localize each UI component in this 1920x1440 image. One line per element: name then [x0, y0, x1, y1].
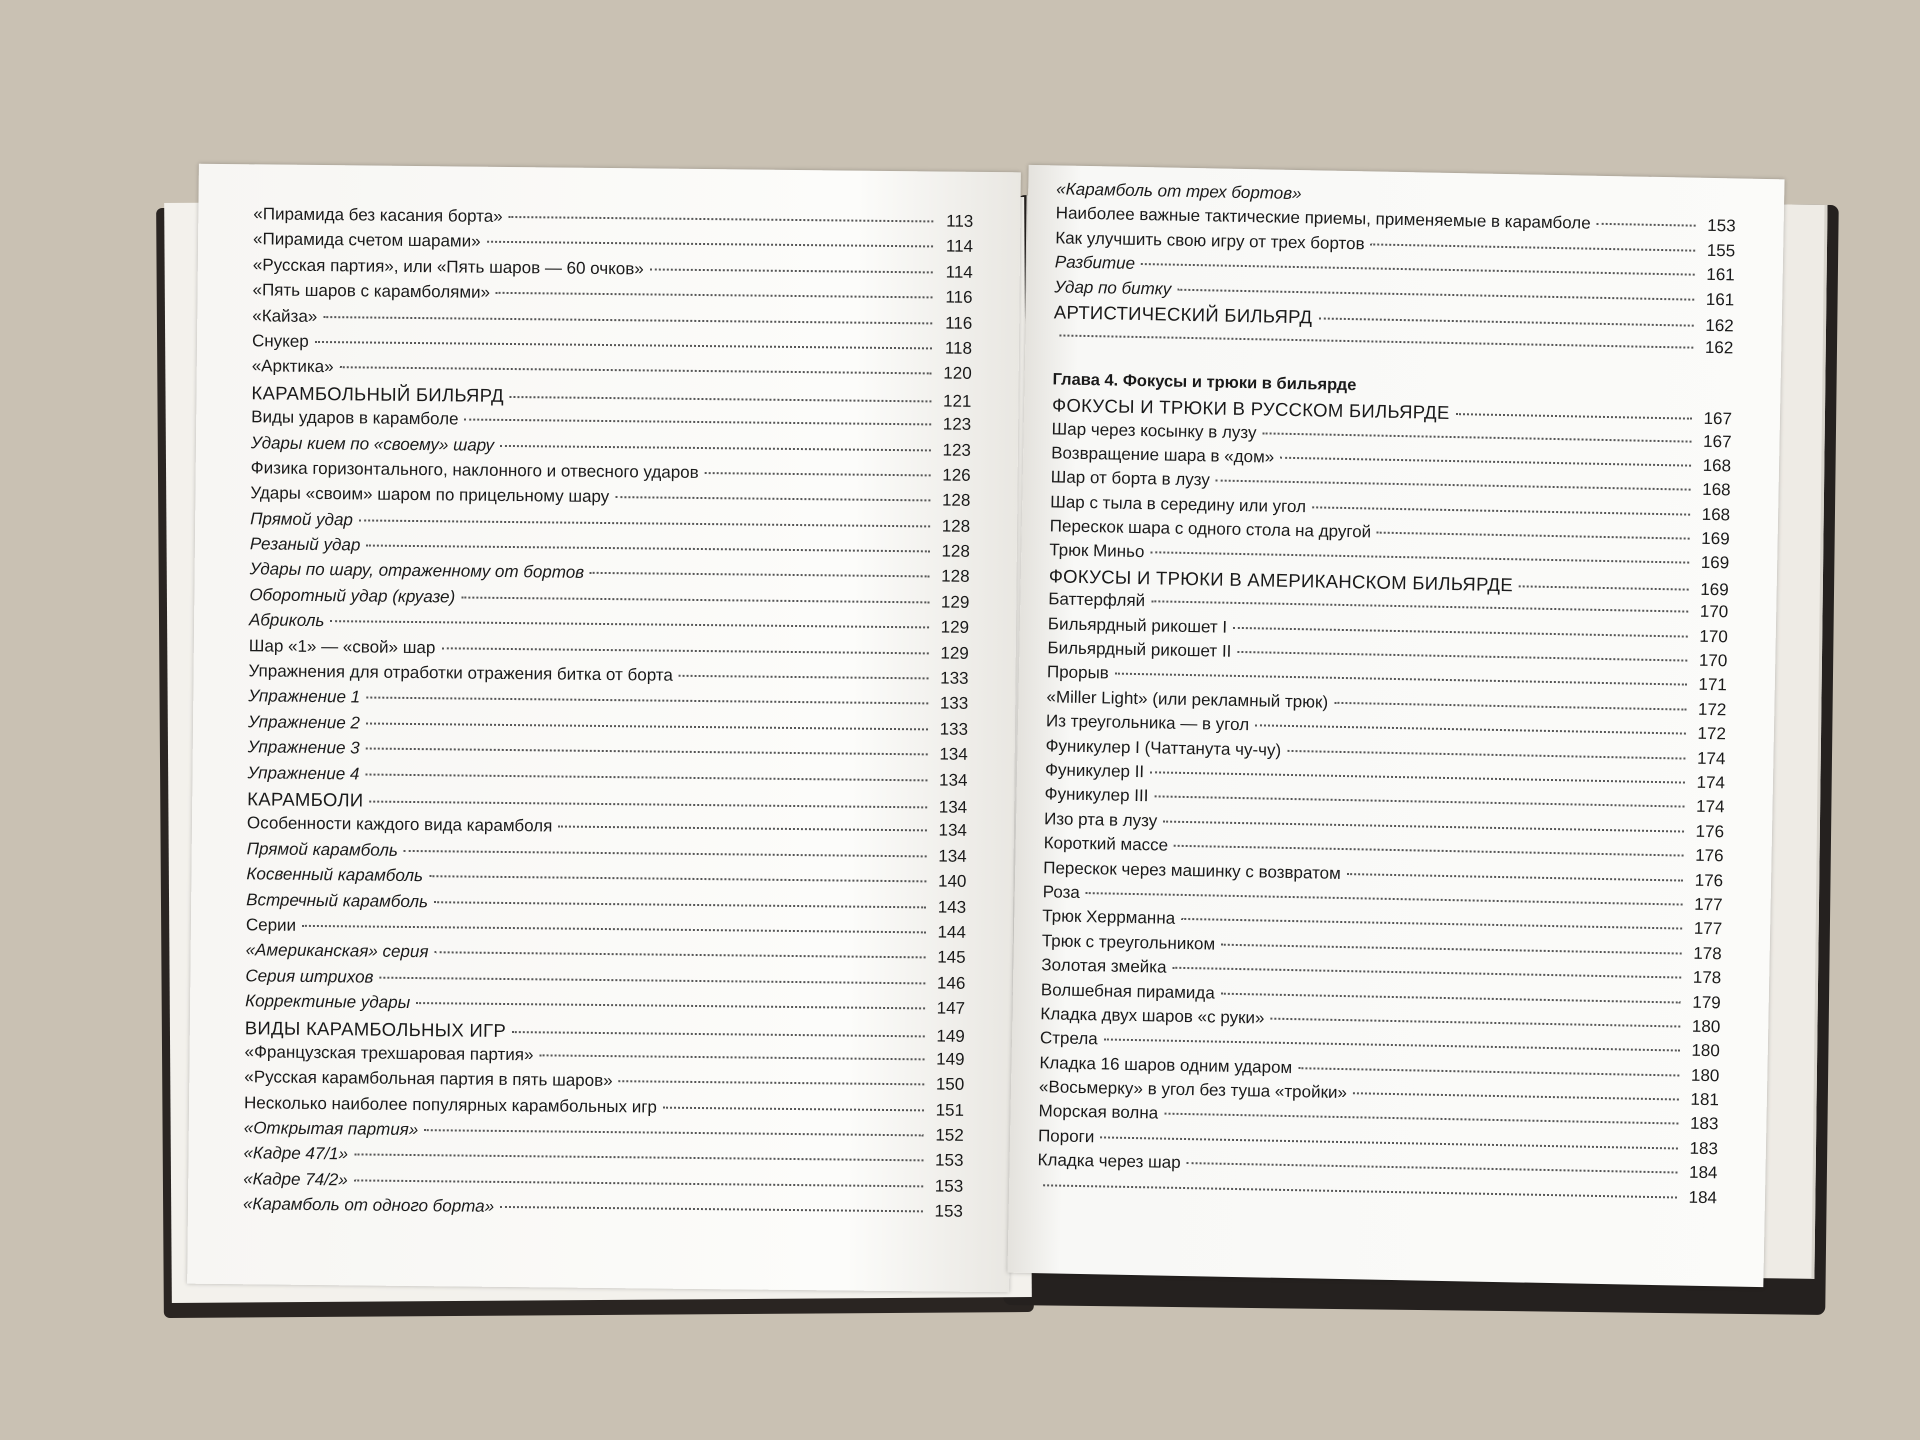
toc-entry-title: «Пирамида счетом шарами» [253, 229, 481, 252]
dot-leader [1100, 1136, 1678, 1149]
dot-leader [1280, 457, 1691, 467]
dot-leader [323, 316, 932, 324]
toc-entry-page-number: 133 [939, 719, 969, 739]
toc-entry-page-number: 151 [935, 1100, 965, 1120]
toc-entry-title: Глава 4. Фокусы и трюки в бильярде [1052, 370, 1357, 394]
toc-entry-page-number: 174 [1696, 748, 1726, 768]
toc-entry-title: Упражнения для отработки отражения битка от борта [248, 661, 673, 685]
toc-entry-page-number: 123 [942, 440, 972, 460]
toc-entry-title: Трюк Херрманна [1042, 906, 1176, 929]
left-page [187, 164, 1021, 1293]
toc-entry-title: Стрела [1039, 1028, 1098, 1049]
dot-leader [366, 748, 928, 756]
toc-entry-title: Трюк Миньо [1049, 540, 1145, 562]
toc-entry-title: Абриколь [249, 610, 325, 631]
dot-leader [1597, 223, 1696, 227]
dot-leader [441, 647, 928, 654]
toc-entry-title: Наиболее важные тактические приемы, применяемые в карамболе [1055, 203, 1591, 234]
toc-entry-title: Шар через косынку в лузу [1051, 418, 1257, 442]
toc-entry-title: «Кадре 74/2» [243, 1169, 348, 1190]
dot-leader [1237, 651, 1687, 662]
toc-entry-title: Короткий массе [1043, 833, 1169, 855]
toc-entry-page-number: 172 [1697, 699, 1727, 720]
toc-entry-title: «Русская партия», или «Пять шаров — 60 очков» [252, 255, 644, 279]
toc-entry-page-number: 174 [1695, 797, 1725, 817]
toc-entry-page-number: 123 [942, 414, 972, 434]
toc-entry-title: Перескок шара с одного стола на другой [1049, 516, 1372, 542]
toc-entry-title: «Пять шаров с карамболями» [252, 280, 491, 302]
dot-leader [500, 444, 931, 451]
toc-entry-title: «Восьмерку» в угол без туша «тройки» [1038, 1077, 1348, 1103]
dot-leader [1187, 1162, 1678, 1173]
toc-entry-title: «Кадре 47/1» [243, 1143, 349, 1164]
dot-leader [461, 596, 929, 603]
dot-leader [359, 519, 930, 527]
dot-leader [1150, 771, 1685, 783]
dot-leader [1262, 432, 1691, 442]
toc-entry-page-number: 128 [941, 566, 970, 587]
toc-entry-title: Серия штрихов [245, 965, 374, 987]
toc-entry-title: Удар по битку [1054, 276, 1172, 299]
toc-entry-title: Золотая змейка [1041, 955, 1167, 977]
toc-entry-page-number: 168 [1702, 455, 1732, 476]
toc-entry-title: Кладка 16 шаров одним ударом [1039, 1052, 1293, 1077]
toc-entry-title: Прорыв [1046, 662, 1109, 683]
toc-entry-page-number: 116 [945, 287, 973, 308]
dot-leader [510, 396, 932, 402]
toc-entry-page-number: 113 [946, 211, 974, 231]
toc-entry-page-number: 168 [1702, 480, 1731, 500]
dot-leader [429, 875, 926, 882]
toc-entry-page-number: 134 [939, 744, 968, 765]
dot-leader [434, 952, 925, 959]
toc-entry-page-number: 147 [936, 998, 966, 1018]
dot-leader [1164, 1113, 1678, 1125]
toc-entry-title: ФОКУСЫ И ТРЮКИ В АМЕРИКАНСКОМ БИЛЬЯРДЕ [1048, 565, 1514, 596]
toc-entry-page-number: 170 [1699, 626, 1728, 646]
toc-entry-page-number: 161 [1706, 265, 1735, 285]
dot-leader [369, 801, 927, 809]
toc-entry-page-number: 120 [943, 363, 972, 384]
toc-entry-page-number: 177 [1694, 894, 1723, 915]
toc-entry-page-number [1301, 199, 1335, 200]
toc-entry-page-number: 152 [935, 1125, 964, 1145]
toc-entry-page-number: 128 [941, 541, 970, 561]
toc-entry-page-number: 129 [940, 592, 970, 612]
dot-leader [366, 697, 928, 705]
toc-entry-page-number: 169 [1700, 579, 1729, 600]
toc-entry-page-number: 174 [1696, 772, 1726, 793]
toc-entry-page-number: 171 [1698, 675, 1728, 695]
right-page [1007, 165, 1784, 1287]
toc-entry-page-number: 162 [1704, 338, 1734, 358]
dot-leader [1141, 263, 1695, 276]
dot-leader [1181, 918, 1682, 930]
dot-leader [1334, 702, 1686, 711]
toc-entry-title: Физика горизонтального, наклонного и отвесного ударов [250, 458, 699, 482]
toc-entry-page-number: 180 [1690, 1065, 1720, 1085]
toc-entry-page-number: 129 [940, 643, 969, 663]
dot-leader [354, 1179, 923, 1187]
toc-entry-title: Фуникулер II [1044, 760, 1145, 782]
toc-entry-page-number: 170 [1698, 650, 1728, 671]
toc-entry-page-number: 167 [1703, 408, 1733, 429]
toc-entry-page-number: 114 [945, 262, 973, 282]
toc-entry-page-number: 176 [1694, 870, 1724, 890]
dot-leader [1043, 1184, 1677, 1198]
dot-leader [1154, 796, 1684, 808]
toc-entry-page-number: 180 [1691, 1041, 1721, 1061]
toc-entry-title: «Пирамида без касания борта» [253, 204, 503, 226]
toc-entry-page-number: 134 [938, 820, 968, 841]
dot-leader [1318, 317, 1693, 326]
toc-entry-title: Шар «1» — «свой» шар [248, 635, 436, 657]
toc-entry-page-number: 162 [1705, 315, 1734, 336]
dot-leader [1287, 750, 1685, 760]
toc-entry-page-number: 167 [1702, 431, 1732, 451]
toc-entry-title: Встречный карамболь [246, 889, 429, 911]
dot-leader [1456, 413, 1692, 420]
dot-leader [1173, 967, 1682, 979]
toc-entry-page-number: 169 [1700, 553, 1730, 573]
toc-entry-title: Кладка двух шаров «с руки» [1040, 1004, 1265, 1028]
toc-entry-page-number: 153 [934, 1176, 964, 1196]
toc-entry-page-number: 129 [940, 617, 970, 638]
toc-entry-title: Волшебная пирамида [1040, 979, 1215, 1003]
toc-entry-page-number: 133 [940, 668, 969, 688]
toc-entry-page-number: 114 [945, 236, 974, 257]
table-of-contents-left [243, 204, 974, 1227]
dot-leader [424, 1129, 924, 1136]
toc-entry-page-number: 153 [1707, 216, 1736, 236]
toc-entry-title: Изо рта в лузу [1043, 809, 1158, 831]
dot-leader [330, 620, 929, 628]
toc-entry-page-number: 121 [942, 391, 972, 411]
toc-entry-title: Резаный удар [249, 534, 361, 555]
toc-entry-page-number: 150 [935, 1074, 965, 1095]
toc-entry-title: АРТИСТИЧЕСКИЙ БИЛЬЯРД [1053, 301, 1313, 328]
dot-leader [1177, 288, 1694, 300]
dot-leader [650, 268, 933, 273]
toc-entry-title: Снукер [251, 331, 309, 351]
toc-entry-page-number [1356, 390, 1390, 391]
toc-entry-page-number: 153 [934, 1201, 964, 1222]
dot-leader [315, 341, 932, 349]
dot-leader [1104, 1039, 1680, 1052]
toc-entry-title: Морская волна [1038, 1101, 1159, 1123]
toc-entry-title: Пороги [1037, 1126, 1095, 1147]
toc-entry-title: Бильярдный рикошет II [1047, 638, 1232, 661]
dot-leader [365, 773, 927, 781]
toc-entry-title: Шар от борта в лузу [1050, 467, 1211, 490]
toc-entry-page-number: 149 [936, 1025, 965, 1046]
toc-entry-page-number: 177 [1693, 919, 1723, 939]
dot-leader [496, 292, 933, 299]
dot-leader [465, 419, 932, 426]
toc-entry-title: Шар с тыла в середину или угол [1050, 492, 1307, 516]
toc-entry-title: Удары кием по «своему» шару [250, 432, 495, 455]
toc-entry-title: Фуникулер III [1044, 784, 1149, 806]
toc-entry-page-number: 143 [937, 897, 967, 917]
dot-leader [512, 1031, 925, 1037]
dot-leader [1519, 585, 1689, 590]
toc-entry-title: Удары «своим» шаром по прицельному шару [250, 483, 610, 507]
dot-leader [619, 1080, 925, 1085]
toc-entry-page-number: 134 [939, 770, 968, 790]
dot-leader [1377, 532, 1690, 540]
toc-entry-title: Упражнение 4 [247, 762, 360, 784]
toc-entry-title: КАРАМБОЛИ [247, 788, 364, 811]
toc-entry-title: Из треугольника — в угол [1045, 711, 1250, 735]
toc-entry-title: Упражнение 1 [248, 686, 361, 707]
toc-entry-title: Упражнение 2 [247, 712, 361, 733]
toc-entry-title: «Американская» серия [245, 940, 429, 962]
toc-entry-page-number: 118 [944, 338, 973, 358]
dot-leader [1174, 845, 1684, 857]
toc-entry-title: «Открытая партия» [243, 1118, 419, 1140]
toc-entry-page-number: 149 [936, 1049, 965, 1069]
toc-entry-page-number: 153 [935, 1150, 964, 1171]
toc-entry-page-number: 134 [938, 797, 968, 817]
toc-entry-title: Упражнение 3 [247, 737, 360, 758]
toc-entry-title: ВИДЫ КАРАМБОЛЬНЫХ ИГР [244, 1016, 507, 1041]
toc-entry-title: Трюк с треугольником [1041, 930, 1216, 954]
dot-leader [1221, 992, 1681, 1003]
toc-entry-title: КАРАМБОЛЬНЫЙ БИЛЬЯРД [251, 382, 505, 406]
toc-entry-page-number: 176 [1695, 845, 1724, 866]
toc-entry-page-number: 180 [1691, 1016, 1721, 1037]
toc-entry-title: Особенности каждого вида карамболя [246, 813, 553, 836]
dot-leader [1059, 335, 1693, 349]
dot-leader [590, 572, 930, 578]
toc-entry-title: Несколько наиболее популярных карамбольных игр [243, 1092, 658, 1117]
toc-entry-page-number: 128 [941, 516, 971, 536]
dot-leader [366, 722, 928, 730]
dot-leader [1150, 552, 1689, 564]
dot-leader [615, 496, 930, 501]
dot-leader [1347, 873, 1683, 881]
toc-entry-title: Как улучшить свою игру от трех бортов [1055, 228, 1365, 254]
toc-entry-page-number: 140 [937, 871, 967, 891]
toc-entry-title: ФОКУСЫ И ТРЮКИ В РУССКОМ БИЛЬЯРДЕ [1051, 394, 1450, 424]
dot-leader [379, 976, 925, 984]
toc-entry-title: Фуникулер I (Чаттанута чу-чу) [1045, 735, 1282, 760]
toc-entry-page-number: 184 [1688, 1162, 1718, 1183]
toc-entry-title: Роза [1042, 882, 1081, 902]
toc-entry-page-number: 179 [1692, 992, 1721, 1012]
dot-leader [1163, 820, 1684, 832]
dot-leader [540, 1054, 925, 1060]
dot-leader [679, 675, 929, 680]
toc-entry-title: «Арктика» [251, 356, 334, 377]
dot-leader [1353, 1092, 1679, 1100]
dot-leader [558, 826, 927, 832]
toc-entry-page-number: 178 [1692, 967, 1722, 988]
dot-leader [354, 1154, 923, 1162]
dot-leader [1371, 243, 1696, 251]
toc-entry-title: Разбитие [1054, 252, 1136, 274]
dot-leader [705, 472, 931, 476]
toc-entry-page-number: 183 [1689, 1138, 1719, 1159]
dot-leader [1312, 506, 1690, 515]
dot-leader [302, 925, 926, 934]
toc-entry-title: Корректиные удары [245, 991, 411, 1013]
dot-leader [1216, 480, 1691, 491]
dot-leader [500, 1206, 923, 1212]
toc-entry-page-number: 161 [1705, 289, 1735, 309]
toc-entry-page-number: 184 [1688, 1187, 1718, 1207]
toc-entry-page-number: 169 [1701, 528, 1730, 549]
toc-entry-title: «Кайза» [252, 305, 318, 326]
toc-entry-title: Бильярдный рикошет I [1047, 613, 1228, 637]
toc-entry-page-number: 145 [937, 947, 966, 968]
dot-leader [1270, 1018, 1680, 1028]
toc-entry-title: «Карамболь от трех бортов» [1056, 179, 1302, 204]
toc-entry-title: Прямой карамболь [246, 839, 398, 860]
dot-leader [1255, 724, 1686, 734]
toc-entry-page-number: 134 [938, 846, 967, 866]
toc-entry-title: Кладка через шар [1037, 1150, 1181, 1173]
toc-entry-title: Косвенный карамболь [246, 864, 424, 886]
toc-entry-page-number: 181 [1690, 1089, 1720, 1110]
dot-leader [1115, 673, 1687, 686]
toc-entry-page-number: 178 [1693, 943, 1722, 964]
toc-entry-title: Серии [245, 915, 297, 935]
toc-entry-title: Оборотный удар (круазе) [249, 585, 456, 607]
dot-leader [663, 1106, 924, 1111]
dot-leader [416, 1002, 925, 1009]
dot-leader [1086, 892, 1683, 905]
dot-leader [340, 367, 932, 375]
toc-entry-page-number: 155 [1706, 240, 1736, 261]
dot-leader [487, 241, 933, 248]
toc-entry-page-number: 128 [941, 490, 971, 511]
table-of-contents-right [1037, 179, 1736, 1212]
toc-entry-title: «Французская трехшаровая партия» [244, 1042, 534, 1065]
toc-entry-page-number: 126 [942, 465, 971, 485]
dot-leader [509, 216, 934, 222]
toc-entry-title: Прямой удар [250, 508, 354, 530]
toc-entry-page-number: 144 [937, 922, 966, 942]
dot-leader [1221, 943, 1682, 954]
dot-leader [366, 545, 930, 553]
dot-leader [1298, 1067, 1679, 1076]
toc-entry-title: Виды ударов в карамболе [251, 407, 459, 429]
toc-entry-title: Баттерфляй [1048, 589, 1146, 611]
dot-leader [404, 850, 927, 857]
toc-entry-page-number: 116 [945, 313, 973, 333]
dot-leader [434, 901, 926, 908]
toc-entry-page-number: 168 [1701, 504, 1731, 525]
toc-entry-page-number: 172 [1697, 723, 1727, 744]
dot-leader [1233, 626, 1688, 637]
toc-entry-title: Удары по шару, отраженному от бортов [249, 559, 585, 583]
toc-entry-title: «Miller Light» (или рекламный трюк) [1046, 687, 1329, 712]
toc-entry-page-number: 146 [936, 973, 966, 993]
toc-entry-page-number: 170 [1699, 602, 1729, 622]
toc-entry-title: Возвращение шара в «дом» [1051, 443, 1275, 467]
toc-entry-page-number: 176 [1695, 821, 1725, 842]
toc-entry-page-number: 133 [939, 693, 969, 714]
dot-leader [1151, 601, 1688, 613]
toc-entry-title: «Карамболь от одного борта» [242, 1194, 495, 1217]
toc-entry-page-number: 183 [1689, 1114, 1719, 1134]
toc-entry-title: «Русская карамбольная партия в пять шаров» [244, 1067, 613, 1091]
toc-entry-title: Перескок через машинку с возвратом [1043, 857, 1341, 883]
